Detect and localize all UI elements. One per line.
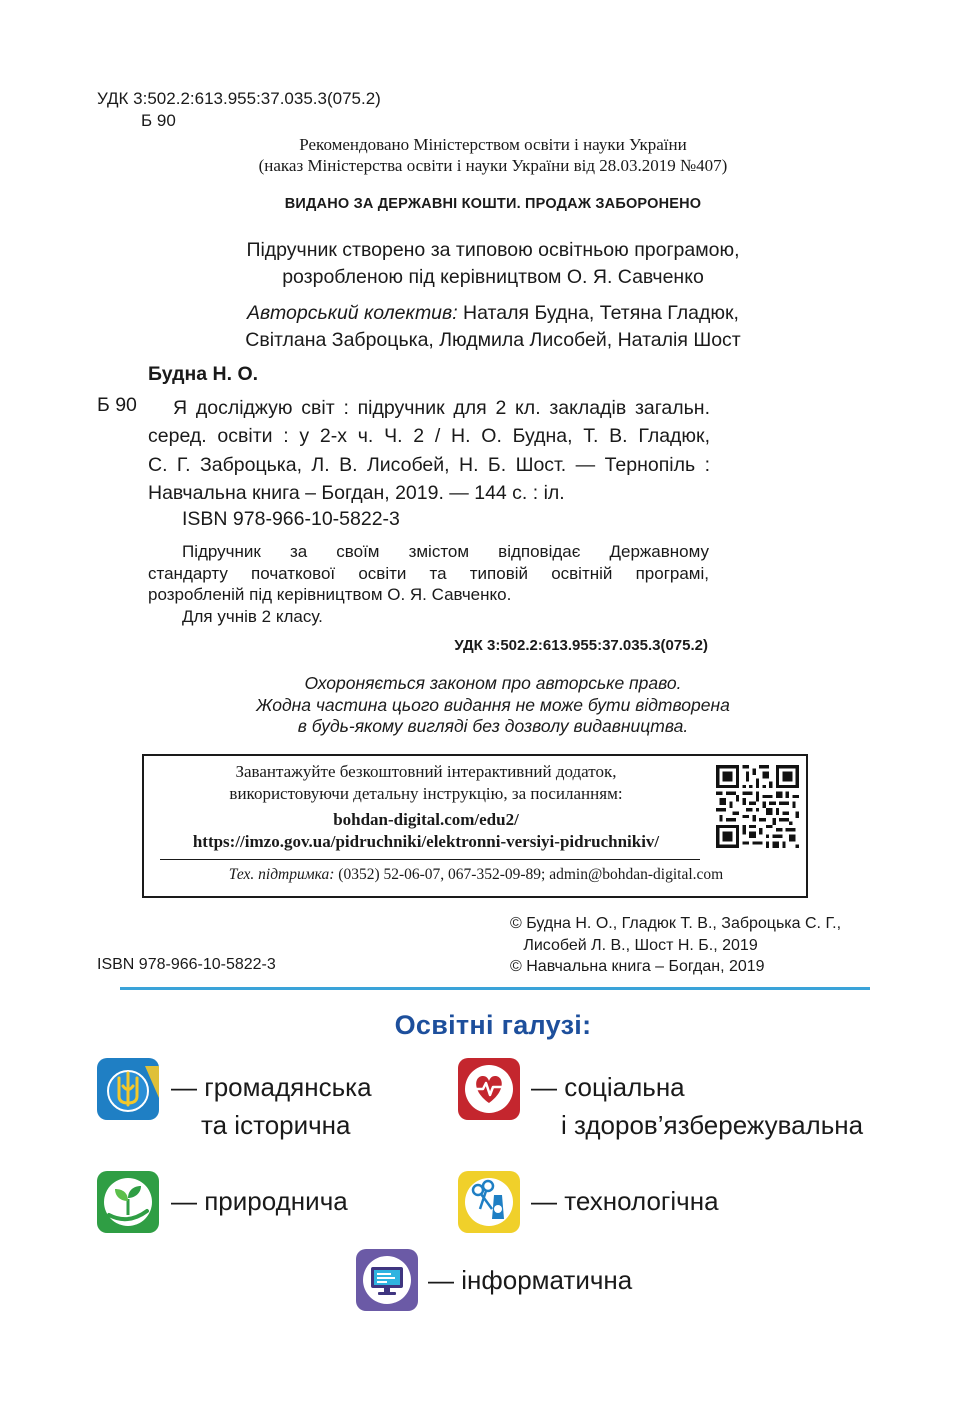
bib-line: Я досліджую світ : підручник для 2 кл. закладів загальн.	[173, 397, 710, 419]
area-civic-label	[171, 1068, 372, 1144]
bib-description	[148, 394, 710, 507]
ministry-recommendation	[180, 134, 806, 176]
trident-icon	[97, 1058, 159, 1120]
download-link-2[interactable]: https://imzo.gov.ua/pidruchniki/elektronni-versiyi-pidruchnikiv/	[192, 832, 660, 851]
sprout-icon	[97, 1171, 159, 1233]
program-line: розробленою під керівництвом О. Я. Савченко	[282, 266, 704, 288]
area-social-label	[531, 1068, 863, 1144]
instruction-line: використовуючи детальну інструкцію, за посиланням:	[229, 783, 623, 803]
area-label-line: — соціальна	[531, 1072, 685, 1102]
qr-code-icon[interactable]	[716, 765, 799, 848]
tech-support	[146, 866, 806, 884]
area-label-line: — природнича	[171, 1186, 348, 1216]
scissors-icon	[458, 1171, 520, 1233]
blue-divider	[120, 987, 870, 990]
notice-line: Охороняється законом про авторське право.	[304, 673, 682, 693]
area-label-line: і здоров’язбережувальна	[561, 1110, 864, 1140]
area-technology-label	[531, 1182, 719, 1220]
copyright-line: © Навчальна книга – Богдан, 2019	[510, 958, 765, 975]
udk-code: УДК 3:502.2:613.955:37.035.3(075.2)	[97, 89, 381, 108]
bib-code: Б 90	[97, 394, 137, 416]
notice-line: Жодна частина цього видання не може бути відтворена	[256, 694, 730, 715]
bib-heading: Будна Н. О.	[148, 363, 259, 385]
annotation-line: розробленій під керівництвом О. Я. Савченко.	[148, 585, 512, 604]
download-links	[146, 809, 706, 853]
copyright-line: © Будна Н. О., Гладюк Т. В., Заброцька С. Г.,	[510, 915, 842, 932]
download-instructions	[146, 761, 706, 804]
area-label-line: та історична	[201, 1110, 351, 1140]
annotation-line: Підручник за своїм змістом відповідає Державному	[182, 542, 709, 561]
authors-names: Наталя Будна, Тетяна Гладюк,	[463, 302, 739, 324]
download-link-1[interactable]: bohdan-digital.com/edu2/	[333, 810, 519, 829]
isbn: ISBN 978-966-10-5822-3	[182, 508, 400, 530]
box-divider	[160, 859, 700, 860]
authors-block	[160, 300, 826, 354]
bib-line: Навчальна книга – Богдан, 2019. — 144 с. : іл.	[148, 481, 565, 504]
recommendation-line: (наказ Міністерства освіти і науки України від 28.03.2019 №407)	[258, 156, 728, 175]
support-contacts: (0352) 52-06-07, 067-352-09-89; admin@bohdan-digital.com	[338, 866, 724, 883]
udk-code-bib: УДК 3:502.2:613.955:37.035.3(075.2)	[454, 637, 708, 654]
area-label-line: — технологічна	[531, 1186, 719, 1216]
copyright-notice	[180, 673, 806, 738]
area-label-line: — громадянська	[171, 1072, 372, 1102]
bib-line: С. Г. Заброцька, Л. В. Лисобей, Н. Б. Шост. — Тернопіль :	[148, 453, 710, 476]
notice-line: в будь-якому вигляді без дозволу видавництва.	[297, 716, 689, 736]
bib-line: серед. освіти : у 2-х ч. Ч. 2 / Н. О. Будна, Т. В. Гладюк,	[148, 425, 710, 448]
program-line: Підручник створено за типовою освітньою програмою,	[246, 239, 740, 261]
heart-icon	[458, 1058, 520, 1120]
annotation-line: Для учнів 2 класу.	[182, 606, 323, 626]
copyright-block	[510, 913, 841, 978]
instruction-line: Завантажуйте безкоштовний інтерактивний додаток,	[235, 762, 617, 781]
isbn-bottom: ISBN 978-966-10-5822-3	[97, 956, 276, 973]
area-informatics-label	[428, 1261, 632, 1299]
recommendation-line: Рекомендовано Міністерством освіти і науки України	[299, 135, 687, 154]
program-note	[160, 237, 826, 291]
support-label: Тех. підтримка:	[228, 866, 335, 883]
area-label-line: — інформатична	[428, 1265, 633, 1295]
copyright-line: Лисобей Л. В., Шост Н. Б., 2019	[510, 936, 758, 954]
annotation	[148, 541, 709, 627]
monitor-icon	[356, 1249, 418, 1311]
authors-line: Світлана Заброцька, Людмила Лисобей, Наталія Шост	[245, 329, 741, 351]
authors-line	[160, 300, 826, 327]
annotation-line: стандарту початкової освіти та типовій освітній програмі,	[148, 563, 709, 583]
areas-title: Освітні галузі:	[394, 1010, 592, 1040]
authors-label: Авторський колектив:	[247, 302, 458, 324]
area-nature-label	[171, 1182, 348, 1220]
state-funds-notice: ВИДАНО ЗА ДЕРЖАВНІ КОШТИ. ПРОДАЖ ЗАБОРОНЕНО	[284, 196, 702, 212]
bbk-code: Б 90	[141, 111, 176, 130]
